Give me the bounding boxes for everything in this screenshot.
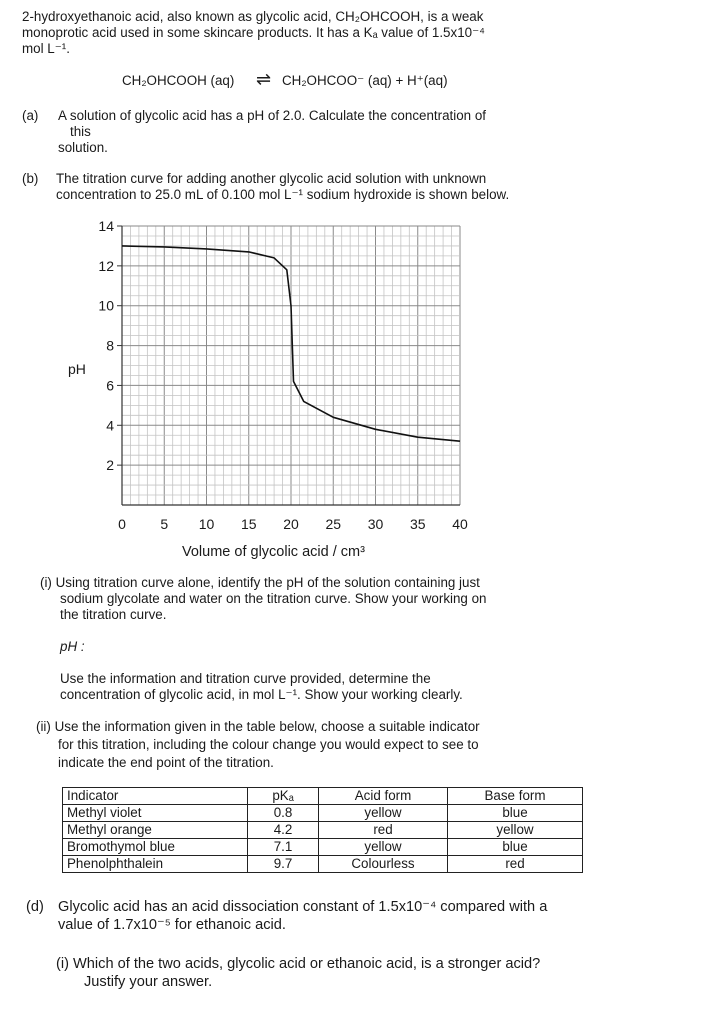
- indicator-pka: 9.7: [248, 856, 319, 873]
- equation-left: CH₂OHCOOH (aq): [122, 73, 235, 88]
- x-tick-label: 20: [283, 516, 299, 532]
- part-b-ii-line-2: for this titration, including the colour change you would expect to see to: [58, 737, 479, 752]
- part-d-line-2: value of 1.7x10⁻⁵ for ethanoic acid.: [58, 917, 286, 933]
- equilibrium-arrow-icon: ⇌: [256, 69, 272, 89]
- indicator-base-form: blue: [448, 805, 583, 822]
- part-b-ii-line-1: (ii) Use the information given in the table below, choose a suitable indicator: [36, 719, 480, 734]
- part-a-label: (a): [22, 108, 39, 123]
- table-row: [63, 856, 583, 873]
- indicator-pka: 4.2: [248, 822, 319, 839]
- part-b-ii-line-3: indicate the end point of the titration.: [58, 755, 274, 770]
- part-a-line-1: A solution of glycolic acid has a pH of 2.0. Calculate the concentration of: [58, 108, 487, 123]
- y-tick-label: 10: [98, 297, 114, 314]
- indicator-table: [62, 787, 583, 873]
- chart-grid: [122, 226, 460, 505]
- part-d-i-line-1: (i) Which of the two acids, glycolic acid or ethanoic acid, is a stronger acid?: [56, 956, 541, 972]
- intro-line-2: monoprotic acid used in some skincare products. It has a Kₐ value of 1.5x10⁻⁴: [22, 25, 485, 40]
- indicator-base-form: blue: [448, 839, 583, 856]
- indicator-pka: 7.1: [248, 839, 319, 856]
- part-d-label: (d): [26, 899, 44, 915]
- x-tick-label: 0: [118, 516, 126, 532]
- indicator-name: Phenolphthalein: [63, 856, 248, 873]
- part-b-i-line-3: the titration curve.: [60, 607, 167, 622]
- y-tick-label: 14: [98, 218, 114, 234]
- part-d-i-line-2: Justify your answer.: [84, 974, 213, 990]
- indicator-acid-form: red: [319, 822, 448, 839]
- table-header-row: [63, 788, 583, 805]
- table-row: [63, 805, 583, 822]
- indicator-acid-form: yellow: [319, 805, 448, 822]
- table-row: [63, 839, 583, 856]
- indicator-base-form: red: [448, 856, 583, 873]
- y-axis-label: pH: [68, 361, 86, 377]
- table-row: [63, 822, 583, 839]
- part-b-i-use-line-1: Use the information and titration curve provided, determine the: [60, 671, 431, 686]
- y-tick-label: 12: [98, 257, 114, 274]
- indicator-name: Methyl violet: [63, 805, 248, 822]
- intro-line-3: mol L⁻¹.: [22, 41, 70, 56]
- y-tick-label: 4: [106, 417, 114, 434]
- ph-answer-label: pH :: [60, 639, 85, 654]
- y-tick-label: 6: [106, 377, 114, 394]
- indicator-acid-form: Colourless: [319, 856, 448, 873]
- header-indicator: Indicator: [63, 788, 248, 805]
- y-tick-label: 2: [106, 457, 114, 474]
- part-b-line-2: concentration to 25.0 mL of 0.100 mol L⁻¹ sodium hydroxide is shown below.: [56, 187, 510, 202]
- part-a-line-2: this: [70, 124, 91, 139]
- part-b-label: (b): [22, 171, 39, 186]
- y-tick-label: 8: [106, 337, 114, 354]
- x-tick-label: 25: [325, 516, 342, 532]
- intro-line-1: 2-hydroxyethanoic acid, also known as glycolic acid, CH₂OHCOOH, is a weak: [22, 9, 484, 24]
- equation-right: CH₂OHCOO⁻ (aq) + H⁺(aq): [282, 73, 448, 88]
- part-b-i-line-1: (i) Using titration curve alone, identify the pH of the solution containing just: [40, 575, 480, 590]
- indicator-name: Bromothymol blue: [63, 839, 248, 856]
- x-axis-label: Volume of glycolic acid / cm³: [182, 544, 365, 560]
- header-pka: pKₐ: [248, 788, 319, 805]
- part-d-line-1: Glycolic acid has an acid dissociation constant of 1.5x10⁻⁴ compared with a: [58, 899, 548, 915]
- x-tick-label: 30: [367, 516, 384, 532]
- part-b-i-line-2: sodium glycolate and water on the titration curve. Show your working on: [60, 591, 487, 606]
- x-tick-label: 40: [452, 516, 468, 532]
- x-tick-label: 15: [240, 516, 257, 532]
- header-acid-form: Acid form: [319, 788, 448, 805]
- indicator-pka: 0.8: [248, 805, 319, 822]
- header-base-form: Base form: [448, 788, 583, 805]
- indicator-base-form: yellow: [448, 822, 583, 839]
- part-b-i-use-line-2: concentration of glycolic acid, in mol L⁻¹. Show your working clearly.: [60, 687, 463, 702]
- part-a-line-3: solution.: [58, 140, 108, 155]
- x-tick-label: 5: [160, 516, 169, 532]
- indicator-acid-form: yellow: [319, 839, 448, 856]
- part-b-line-1: The titration curve for adding another glycolic acid solution with unknown: [56, 171, 487, 186]
- x-tick-label: 35: [409, 516, 426, 532]
- indicator-name: Methyl orange: [63, 822, 248, 839]
- x-tick-label: 10: [198, 516, 215, 532]
